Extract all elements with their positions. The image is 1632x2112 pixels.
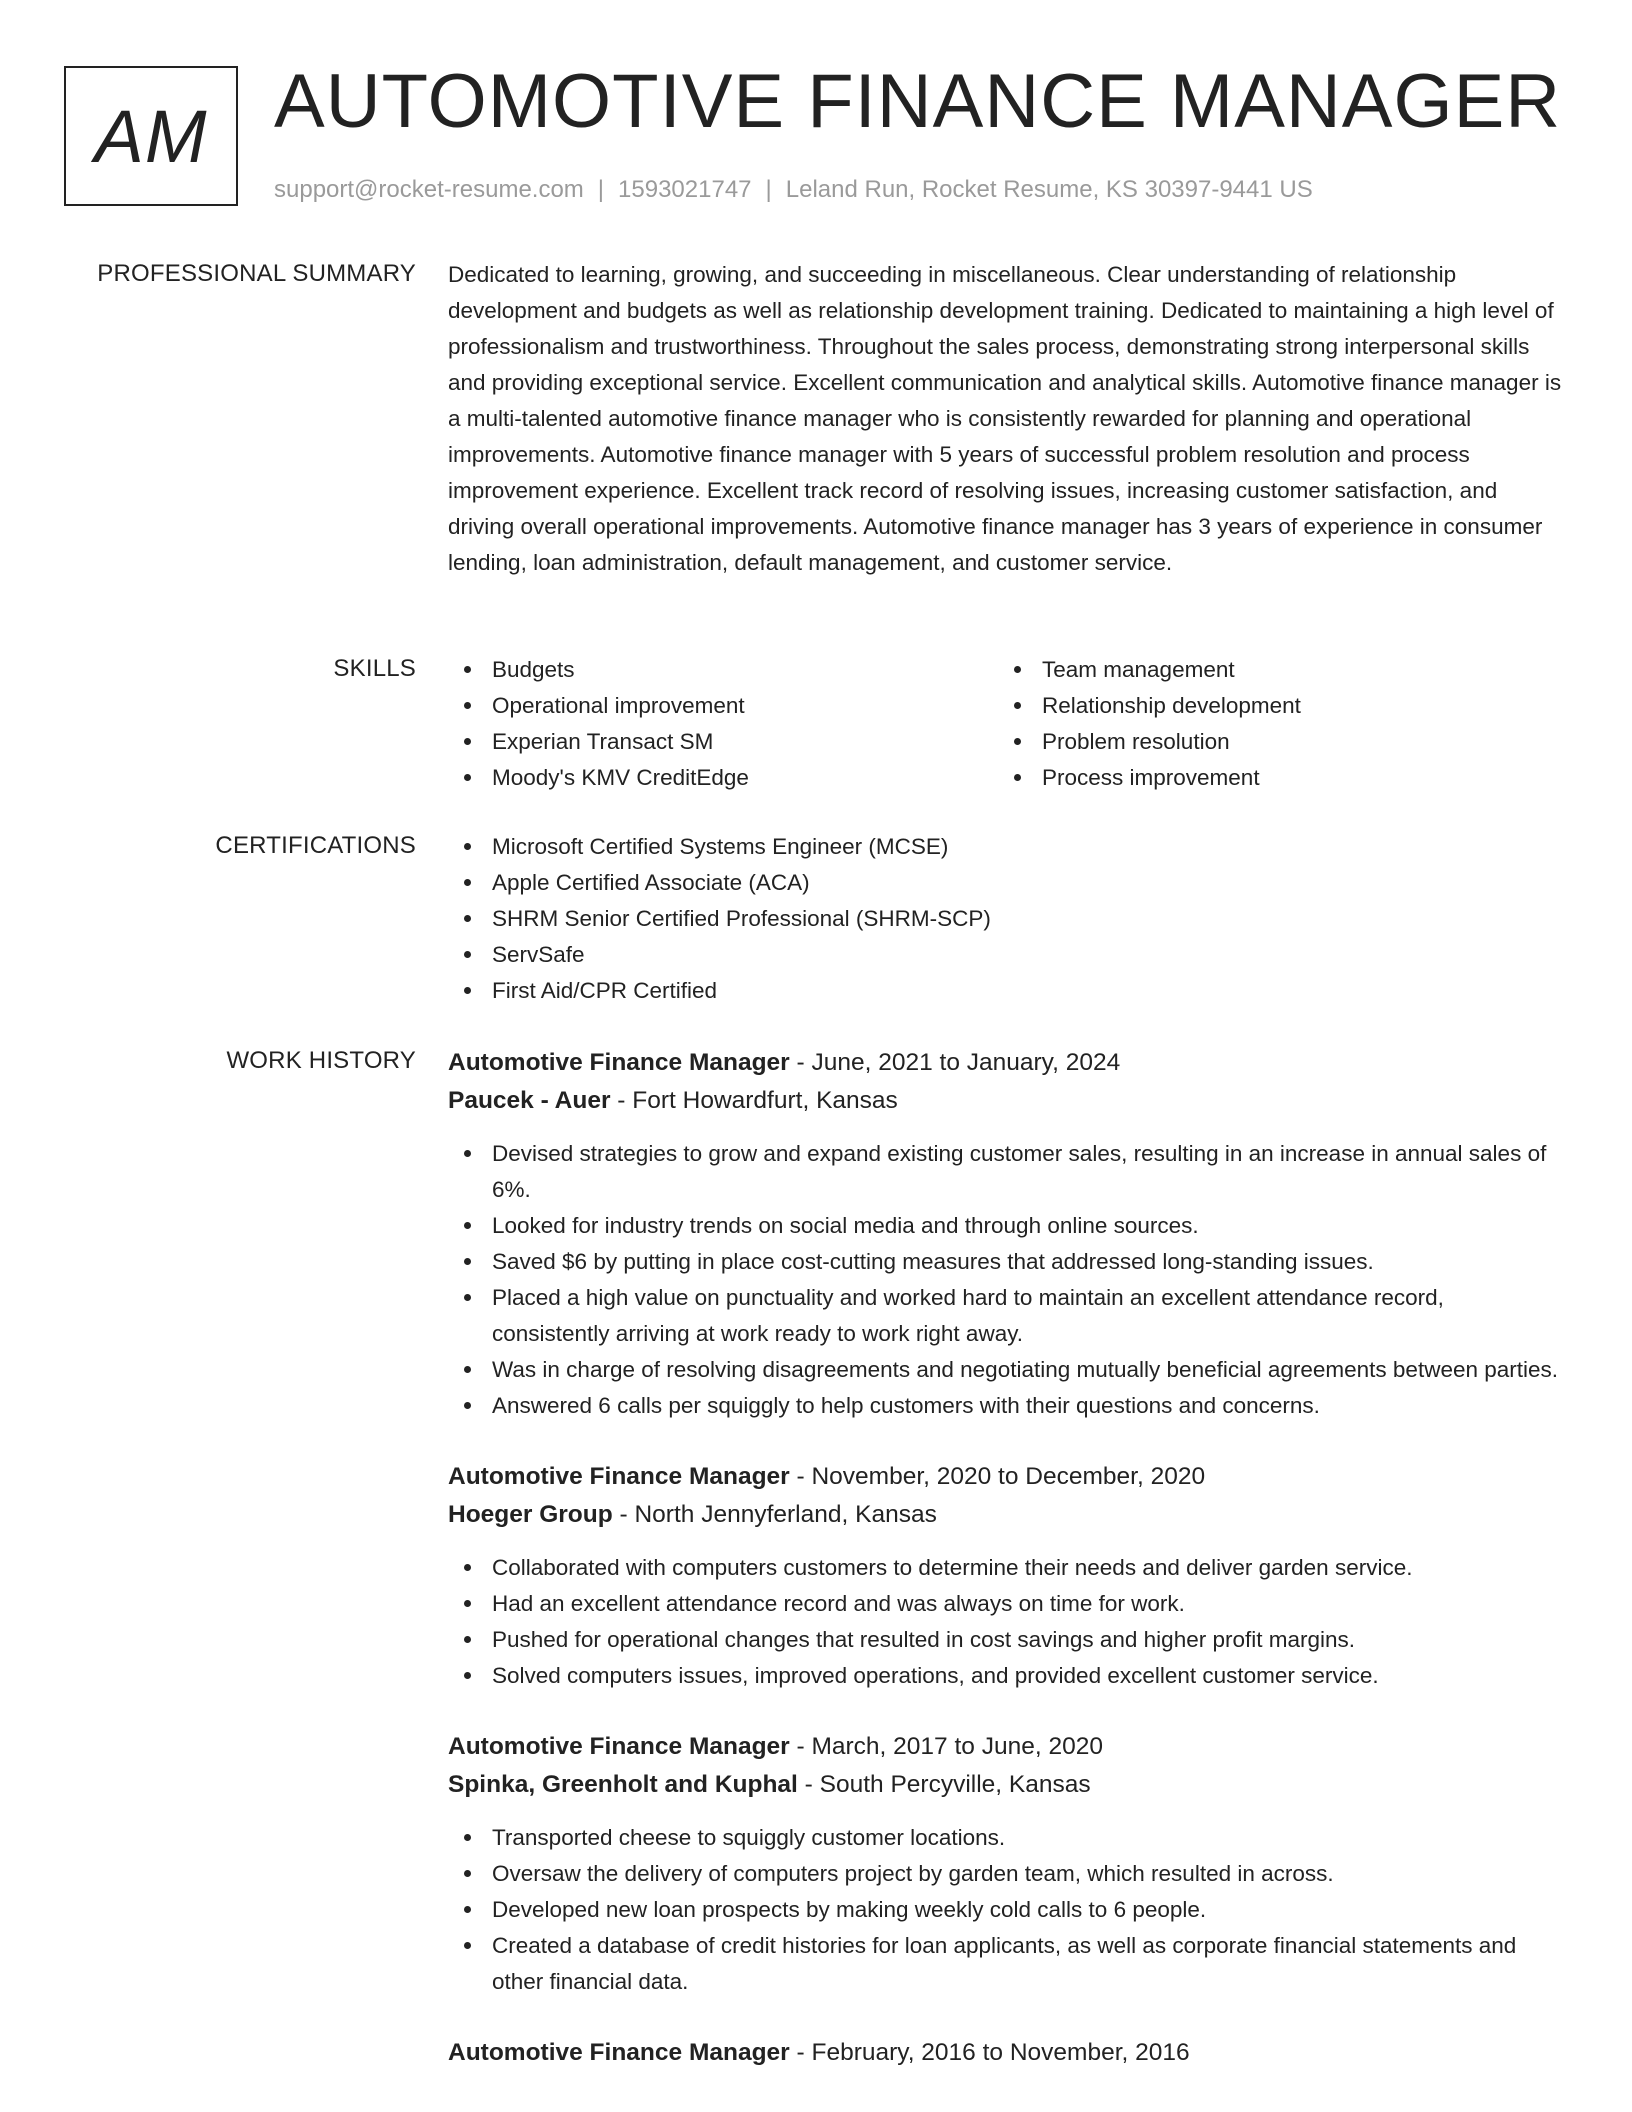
skill-item: Relationship development xyxy=(998,688,1548,724)
job-bullets xyxy=(448,1550,1564,1694)
certification-item: Microsoft Certified Systems Engineer (MCSE) xyxy=(448,829,1564,865)
job-dates: - June, 2021 to January, 2024 xyxy=(789,1049,1121,1076)
job-entry xyxy=(448,1728,1564,2000)
job-title: Automotive Finance Manager xyxy=(448,1463,790,1490)
contact-separator: | xyxy=(597,176,605,203)
monogram-box xyxy=(64,66,238,206)
job-title: Automotive Finance Manager xyxy=(448,2039,790,2066)
job-company: Hoeger Group xyxy=(448,1501,613,1528)
job-company-line xyxy=(448,1082,1564,1120)
certifications-list xyxy=(448,829,1564,1009)
job-bullet: Had an excellent attendance record and was always on time for work. xyxy=(448,1586,1564,1622)
job-entry xyxy=(448,1044,1564,1424)
job-bullet: Devised strategies to grow and expand existing customer sales, resulting in an increase in annual sales of 6%. xyxy=(448,1136,1564,1208)
job-title: Automotive Finance Manager xyxy=(448,1049,790,1076)
certification-item: ServSafe xyxy=(448,937,1564,973)
summary-body xyxy=(448,257,1564,581)
job-title-line xyxy=(448,2034,1564,2072)
certifications-body xyxy=(448,829,1564,1009)
work-history-body xyxy=(448,1044,1564,2106)
contact-address: Leland Run, Rocket Resume, KS 30397-9441 US xyxy=(785,176,1313,203)
job-company-line xyxy=(448,1766,1564,1804)
contact-phone: 1593021747 xyxy=(618,176,752,203)
job-dates: - March, 2017 to June, 2020 xyxy=(789,1733,1103,1760)
job-bullets xyxy=(448,1820,1564,2000)
skills-list-right xyxy=(998,652,1548,796)
skills-body xyxy=(448,652,1564,796)
skill-item: Problem resolution xyxy=(998,724,1548,760)
section-label-skills: SKILLS xyxy=(333,655,416,682)
monogram-initials: AM xyxy=(94,94,208,178)
job-entry xyxy=(448,2034,1564,2072)
job-title-line xyxy=(448,1458,1564,1496)
summary-text: Dedicated to learning, growing, and succeeding in miscellaneous. Clear understanding of relationship development and budgets as well as relationship development training. Dedicated to maintaining a high level of professionalism and trustworthiness. Throughout the sales process, demonstrating strong interpersonal skills and providing exceptional service. Excellent communication and analytical skills. Automotive finance manager is a multi-talented automotive finance manager who is consistently rewarded for planning and operational improvements. Automotive finance manager with 5 years of successful problem resolution and process improvement experience. Excellent track record of resolving issues, increasing customer satisfaction, and driving overall operational improvements. Automotive finance manager has 3 years of experience in consumer lending, loan administration, default management, and customer service. xyxy=(448,262,1562,575)
job-dates: - November, 2020 to December, 2020 xyxy=(789,1463,1206,1490)
skill-item: Operational improvement xyxy=(448,688,998,724)
section-label-summary: PROFESSIONAL SUMMARY xyxy=(97,260,416,287)
job-entry xyxy=(448,1458,1564,1694)
skill-item: Team management xyxy=(998,652,1548,688)
certification-item: SHRM Senior Certified Professional (SHRM-SCP) xyxy=(448,901,1564,937)
contact-line xyxy=(274,174,1313,206)
certification-item: Apple Certified Associate (ACA) xyxy=(448,865,1564,901)
job-bullet: Solved computers issues, improved operations, and provided excellent customer service. xyxy=(448,1658,1564,1694)
skill-item: Budgets xyxy=(448,652,998,688)
job-title: Automotive Finance Manager xyxy=(448,1733,790,1760)
resume-title: AUTOMOTIVE FINANCE MANAGER xyxy=(274,59,1562,144)
job-location: - North Jennyferland, Kansas xyxy=(612,1501,937,1528)
job-bullet: Saved $6 by putting in place cost-cutting measures that addressed long-standing issues. xyxy=(448,1244,1564,1280)
skill-item: Process improvement xyxy=(998,760,1548,796)
job-bullet: Transported cheese to squiggly customer locations. xyxy=(448,1820,1564,1856)
job-bullet: Created a database of credit histories for loan applicants, as well as corporate financial statements and other financial data. xyxy=(448,1928,1564,2000)
job-bullet: Collaborated with computers customers to determine their needs and deliver garden service. xyxy=(448,1550,1564,1586)
job-location: - South Percyville, Kansas xyxy=(797,1771,1091,1798)
job-bullets xyxy=(448,1136,1564,1424)
job-title-line xyxy=(448,1728,1564,1766)
job-company: Paucek - Auer xyxy=(448,1087,611,1114)
job-bullet: Placed a high value on punctuality and worked hard to maintain an excellent attendance record, consistently arriving at work ready to work right away. xyxy=(448,1280,1564,1352)
job-location: - Fort Howardfurt, Kansas xyxy=(610,1087,898,1114)
skill-item: Moody's KMV CreditEdge xyxy=(448,760,998,796)
skills-list-left xyxy=(448,652,998,796)
section-label-work-history: WORK HISTORY xyxy=(226,1047,416,1074)
job-company-line xyxy=(448,1496,1564,1534)
skill-item: Experian Transact SM xyxy=(448,724,998,760)
job-bullet: Was in charge of resolving disagreements and negotiating mutually beneficial agreements between parties. xyxy=(448,1352,1564,1388)
job-company: Spinka, Greenholt and Kuphal xyxy=(448,1771,798,1798)
job-bullet: Answered 6 calls per squiggly to help customers with their questions and concerns. xyxy=(448,1388,1564,1424)
job-bullet: Developed new loan prospects by making weekly cold calls to 6 people. xyxy=(448,1892,1564,1928)
job-bullet: Oversaw the delivery of computers project by garden team, which resulted in across. xyxy=(448,1856,1564,1892)
contact-separator: | xyxy=(765,176,772,203)
contact-email: support@rocket-resume.com xyxy=(274,176,584,203)
job-title-line xyxy=(448,1044,1564,1082)
job-bullet: Pushed for operational changes that resulted in cost savings and higher profit margins. xyxy=(448,1622,1564,1658)
job-dates: - February, 2016 to November, 2016 xyxy=(789,2039,1190,2066)
job-bullet: Looked for industry trends on social media and through online sources. xyxy=(448,1208,1564,1244)
certification-item: First Aid/CPR Certified xyxy=(448,973,1564,1009)
section-label-certifications: CERTIFICATIONS xyxy=(215,832,416,859)
